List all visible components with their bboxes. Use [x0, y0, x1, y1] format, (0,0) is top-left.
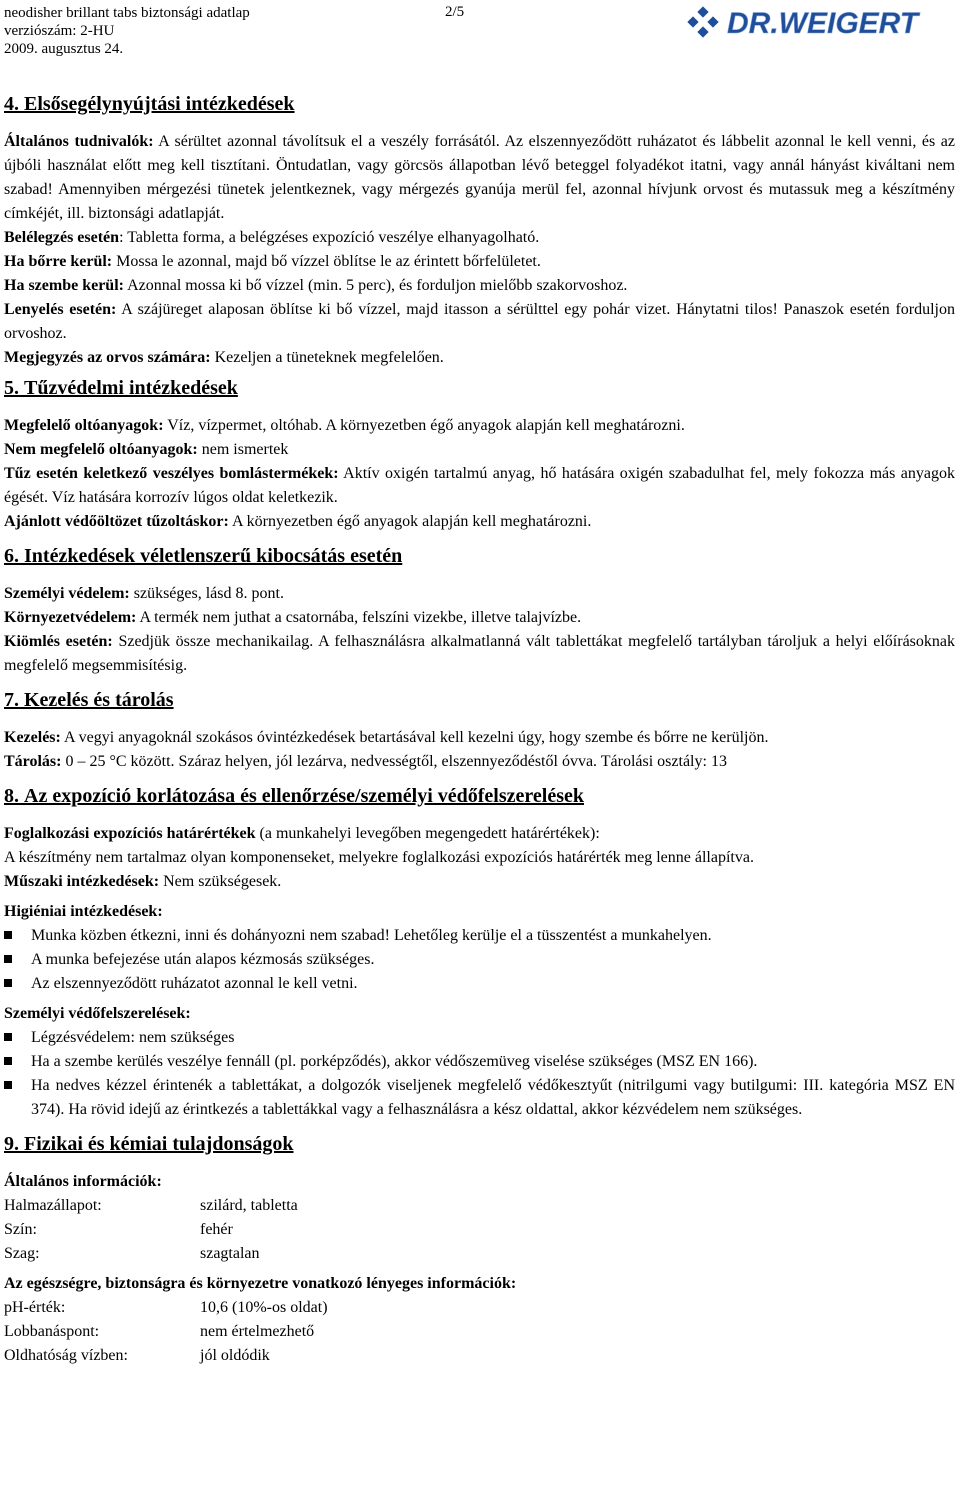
- fire-hazard-products: Tűz esetén keletkező veszélyes bomlástermékek: Aktív oxigén tartalmú anyag, hő hatására oxigén szabadulhat fel, mely fokozza más anyagok égését. Víz hatására korrozív lúgos oldat keletkezik.: [4, 465, 956, 506]
- property-row: Oldhatóság vízben: jól oldódik: [4, 1347, 270, 1364]
- section-7-heading: 7. Kezelés és tárolás: [4, 689, 174, 711]
- dr-weigert-logo: [687, 6, 947, 38]
- first-aid-skin: Ha bőrre kerül: Mossa le azonnal, majd bő vízzel öblítse le az érintett bőrfelületet.: [4, 253, 541, 270]
- section-6-heading: 6. Intézkedések véletlenszerű kibocsátás esetén: [4, 545, 403, 567]
- hygiene-list: [4, 924, 955, 996]
- section-9-heading: 9. Fizikai és kémiai tulajdonságok: [4, 1133, 294, 1155]
- release-environment: Környezetvédelem: A termék nem juthat a csatornába, felszíni vizekbe, illetve talajvízbe.: [4, 609, 582, 626]
- release-personal: Személyi védelem: szükséges, lásd 8. pont.: [4, 585, 284, 602]
- fire-agents: Megfelelő oltóanyagok: Víz, vízpermet, oltóhab. A környezetben égő anyagok alapján kell meghatározni.: [4, 417, 685, 434]
- page-header: [4, 2, 954, 62]
- handling: Kezelés: A vegyi anyagoknál szokásos óvintézkedések betartásával kell kezelni úgy, hogy szembe és bőrre ne kerüljön.: [4, 729, 769, 746]
- first-aid-eye: Ha szembe kerül: Azonnal mossa ki bő vízzel (min. 5 perc), és forduljon mielőbb szakorvoshoz.: [4, 277, 628, 294]
- release-spill: Kiömlés esetén: Szedjük össze mechanikailag. A felhasználásra alkalmatlanná vált tablettákat megfelelő tartályban tároljuk a helyi előírásoknak megfelelő megsemmisítésig.: [4, 633, 956, 674]
- property-row: Szín: fehér: [4, 1221, 233, 1238]
- ppe-heading: Személyi védőfelszerelések:: [4, 1005, 191, 1022]
- fire-protective-gear: Ajánlott védőöltözet tűzoltáskor: A környezetben égő anyagok alapján kell meghatározni.: [4, 513, 592, 530]
- general-info-heading: Általános információk:: [4, 1173, 162, 1190]
- section-4-heading: 4. Elsősegélynyújtási intézkedések: [4, 93, 295, 115]
- technical-measures: Műszaki intézkedések: Nem szükségesek.: [4, 873, 282, 890]
- list-item: Ha nedves kézzel érintenék a tablettákat, a dolgozók viseljenek megfelelő védőkesztyűt (nitrilgumi vagy butilgumi: III. kategória MSZ EN 374). Ha rövid idejű az érintkezés a tablettákkal vagy a felhasználásra a kész oldattal, akkor kézvédelem nem szükséges.: [4, 1074, 955, 1122]
- list-item: Légzésvédelem: nem szükséges: [4, 1026, 955, 1050]
- first-aid-swallow: Lenyelés esetén: A szájüreget alaposan öblítse ki bő vízzel, majd itasson a sérülttel egy pohár vizet. Hánytatni tilos! Panaszok esetén forduljon orvoshoz.: [4, 301, 955, 342]
- section-8-heading: 8. Az expozíció korlátozása és ellenőrzése/személyi védőfelszerelések: [4, 785, 584, 807]
- storage: Tárolás: 0 – 25 °C között. Száraz helyen, jól lezárva, nedvességtől, elszennyeződéstől óvva. Tárolási osztály: 13: [4, 753, 727, 770]
- hygiene-heading: Higiéniai intézkedések:: [4, 903, 163, 920]
- health-info-heading: Az egészségre, biztonságra és környezetre vonatkozó lényeges információk:: [4, 1275, 517, 1292]
- list-item: A munka befejezése után alapos kézmosás szükséges.: [4, 948, 955, 972]
- list-item: Ha a szembe kerülés veszélye fennáll (pl. porképződés), akkor védőszemüveg viselése szükséges (MSZ EN 166).: [4, 1050, 955, 1074]
- header-date: 2009. augusztus 24.: [4, 41, 124, 57]
- fire-unsuitable-agents: Nem megfelelő oltóanyagok: nem ismertek: [4, 441, 289, 458]
- ppe-list: [4, 1026, 955, 1122]
- svg-text:DR.WEIGERT: DR.WEIGERT: [727, 7, 919, 38]
- property-row: Lobbanáspont: nem értelmezhető: [4, 1323, 315, 1340]
- list-item: Az elszennyeződött ruházatot azonnal le kell vetni.: [4, 972, 955, 996]
- header-version: verziószám: 2-HU: [4, 23, 115, 39]
- first-aid-inhalation: Belélegzés esetén: Tabletta forma, a belégzéses expozíció veszélye elhanyagolható.: [4, 229, 540, 246]
- page-number: 2/5: [445, 4, 465, 20]
- first-aid-general: Általános tudnivalók: A sérültet azonnal távolítsuk el a veszély forrásától. Az elszennyeződött ruházatot és lábbelit azonnal le kell venni, és az újbóli használat előtt meg kell tisztítani. Öntudatlan, vagy görcsös állapotban lévő beteggel folyadékot itatni, vagy annál hányást kiváltani nem szabad! Amennyiben mérgezési tünetek jelentkeznek, vagy mérgezés gyanúja merül fel, azonnal hívjunk orvost és mutassuk meg a készítmény címkéjét, ill. biztonsági adatlapját.: [4, 133, 956, 222]
- property-row: Halmazállapot: szilárd, tabletta: [4, 1197, 298, 1214]
- section-5-heading: 5. Tűzvédelmi intézkedések: [4, 377, 238, 399]
- property-row: Szag: szagtalan: [4, 1245, 260, 1262]
- exposure-limits-text: A készítmény nem tartalmaz olyan komponenseket, melyekre foglalkozási expozíciós határérték meg lenne állapítva.: [4, 849, 754, 866]
- document-body: [4, 92, 955, 1368]
- exposure-limits-heading: Foglalkozási expozíciós határértékek (a munkahelyi levegőben megengedett határértékek):: [4, 825, 600, 842]
- header-info: [4, 4, 250, 58]
- list-item: Munka közben étkezni, inni és dohányozni nem szabad! Lehetőleg kerülje el a tüsszentést a munkahelyen.: [4, 924, 955, 948]
- header-product: neodisher brillant tabs biztonsági adatlap: [4, 5, 250, 21]
- first-aid-doctor-note: Megjegyzés az orvos számára: Kezeljen a tüneteknek megfelelően.: [4, 349, 444, 366]
- property-row: pH-érték: 10,6 (10%-os oldat): [4, 1299, 328, 1316]
